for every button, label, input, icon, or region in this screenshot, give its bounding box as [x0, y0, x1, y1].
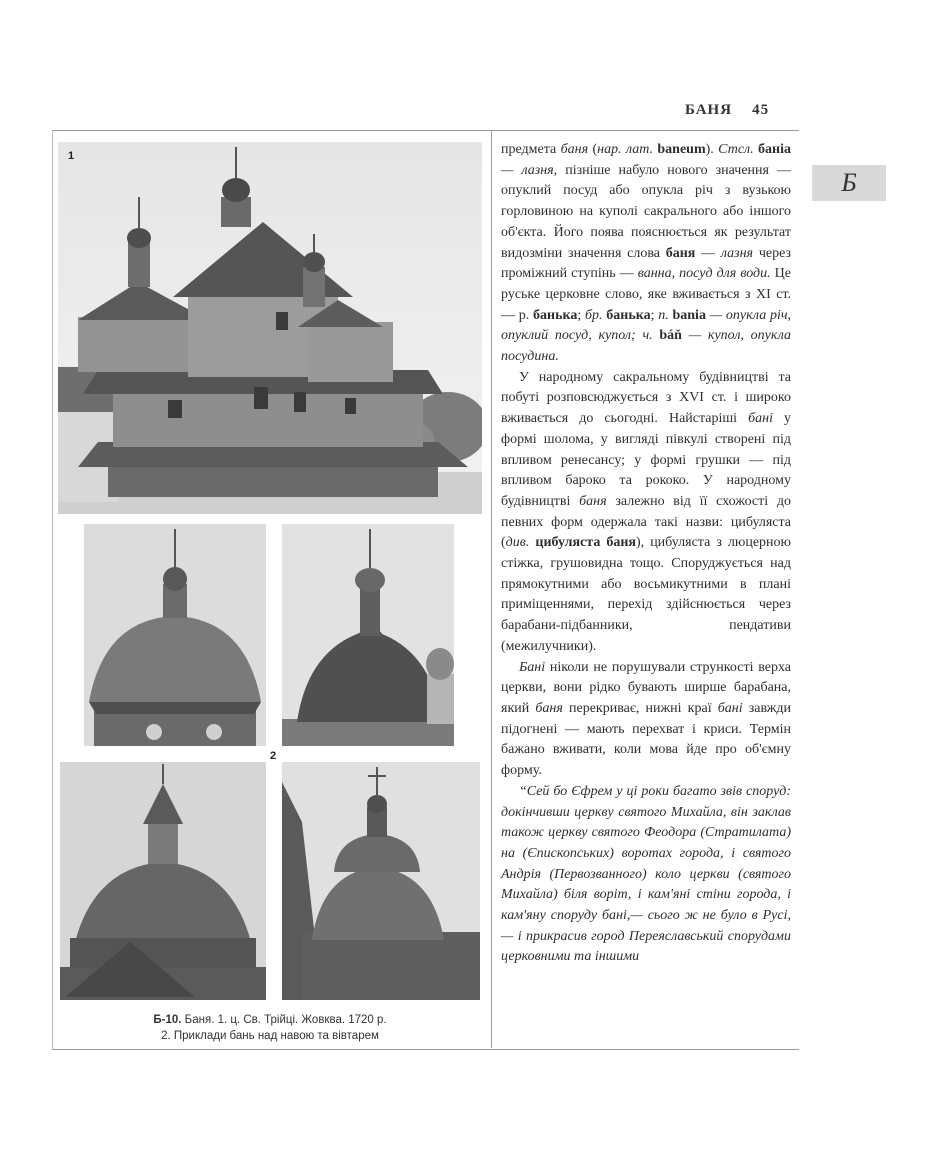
photo-church-trinity: [58, 142, 482, 514]
text-italic: бані: [748, 411, 773, 427]
caption-figure-id: Б-10.: [153, 1014, 182, 1026]
running-head: [685, 102, 769, 119]
text-span: ;: [577, 307, 585, 323]
text-span: пізніше набуло нового значення — опуклий посуд або опукла річ з вузькою горловиною на куполі сакрального або іншого об'єкта. Його поява пояснюється як результат видозміни значення слова: [501, 162, 791, 261]
text-bold: baneum: [653, 142, 706, 157]
text-span: Це руське церковне слово, яке вживається з XI ст.—: [501, 266, 792, 323]
text-span: завжди підогнені — мають перехват і криси. Термін бажано вживати, коли мова йде про об'ємну форму.: [501, 700, 791, 779]
column-divider: [491, 130, 492, 1048]
text-italic: лазня: [720, 245, 754, 261]
photo-dome-onion: [282, 762, 480, 1000]
photo-dome-pear: [282, 524, 454, 746]
caption-line-1: [60, 1012, 480, 1028]
photo-dome-helmet: [84, 524, 266, 746]
text-italic: баня: [535, 700, 563, 716]
text-bold: цибуляста баня: [529, 535, 636, 551]
text-span: ), цибуляста з люцерною стіжка, грушовидна тощо. Споруджується над прямокутними або восьмикутними в плані приміщеннями, перехід здійснюється через барабани-підбанники, пендативи (межилучники).: [501, 535, 791, 654]
figure-caption: [60, 1012, 480, 1044]
text-span: (: [588, 142, 598, 157]
text-italic: див.: [505, 535, 530, 551]
section-title: БАНЯ: [685, 102, 733, 118]
text-span: залежно від її схожості до певних форм одержала такі назви: цибуляста (: [501, 493, 791, 551]
text-italic: Бані: [519, 659, 546, 675]
text-span: предмета: [501, 142, 561, 157]
text-span: у формі шолома, у вигляді півкулі створені під впливом ренесансу; у формі грушки — під впливом бароко та рококо. У народному будівництві: [501, 411, 791, 509]
page-number: 45: [752, 102, 770, 118]
paragraph-1: [501, 140, 791, 368]
text-bold: банька: [533, 307, 578, 323]
figure-number-1: 1: [68, 150, 75, 162]
text-span: через проміжний ступінь —: [501, 245, 791, 282]
text-span: ніколи не порушували стрункості верха церкви, вони рідко бувають ширше барабана, який: [501, 659, 791, 716]
caption-line-2: 2. Приклади бань над навою та вівтарем: [161, 1030, 379, 1042]
text-span: —: [695, 245, 721, 261]
photo-dome-tented: [60, 762, 266, 1000]
article-text: [501, 140, 791, 968]
text-italic: бр.: [584, 307, 603, 323]
quote-text: “Сей бо Єфрем у ці роки багато звів споруд: докінчивши церкву святого Михайла, він заклав також церкву святого Феодора (Стратилата) на (Єпископських) воротах города, і святого Андрія (Первозванного) коло церкви (святого Михайла) біля воріт, і кам'яні стіни города, і кам'яну споруду бані,— сього ж не було в Русі,— і прикрасив город Переяславський спорудами церковними та іншими: [501, 783, 791, 965]
text-bold: баніа: [753, 142, 791, 157]
text-span: ).: [705, 142, 719, 157]
text-bold: баня: [665, 245, 696, 261]
figure-number-2: 2: [270, 750, 277, 762]
text-italic: нар. лат.: [597, 142, 654, 157]
caption-text-1: Баня. 1. ц. Св. Трійці. Жовква. 1720 р.: [184, 1014, 387, 1026]
thumb-index-tab: Б: [812, 165, 886, 201]
text-span: ;: [650, 307, 659, 323]
text-italic: Стсл.: [718, 142, 754, 157]
paragraph-4-quote: [501, 782, 791, 968]
text-bold: банька: [602, 307, 651, 323]
text-italic: бані: [717, 700, 743, 716]
paragraph-2: [501, 368, 791, 658]
text-span: У народному сакральному будівництві та побуті розповсюджується з XVI ст. і широко вживається до сьогодні. Найстаріші: [501, 369, 791, 427]
text-bold: báň: [652, 328, 682, 344]
text-italic: п.: [658, 307, 669, 323]
text-bold: bania: [668, 307, 706, 323]
text-span: перекриває, нижні краї: [562, 700, 718, 716]
text-italic: — лазня,: [501, 162, 558, 178]
text-italic: — опукла річ, опуклий посуд, купол;: [501, 307, 792, 344]
text-italic: баня: [579, 493, 607, 509]
text-italic: — купол, опукла посудина.: [501, 328, 791, 365]
text-italic: ч.: [635, 328, 653, 344]
text-italic: ванна, посуд для води.: [637, 266, 771, 282]
text-italic: баня: [560, 142, 589, 157]
paragraph-3: [501, 658, 791, 782]
text-span: р.: [518, 307, 533, 323]
